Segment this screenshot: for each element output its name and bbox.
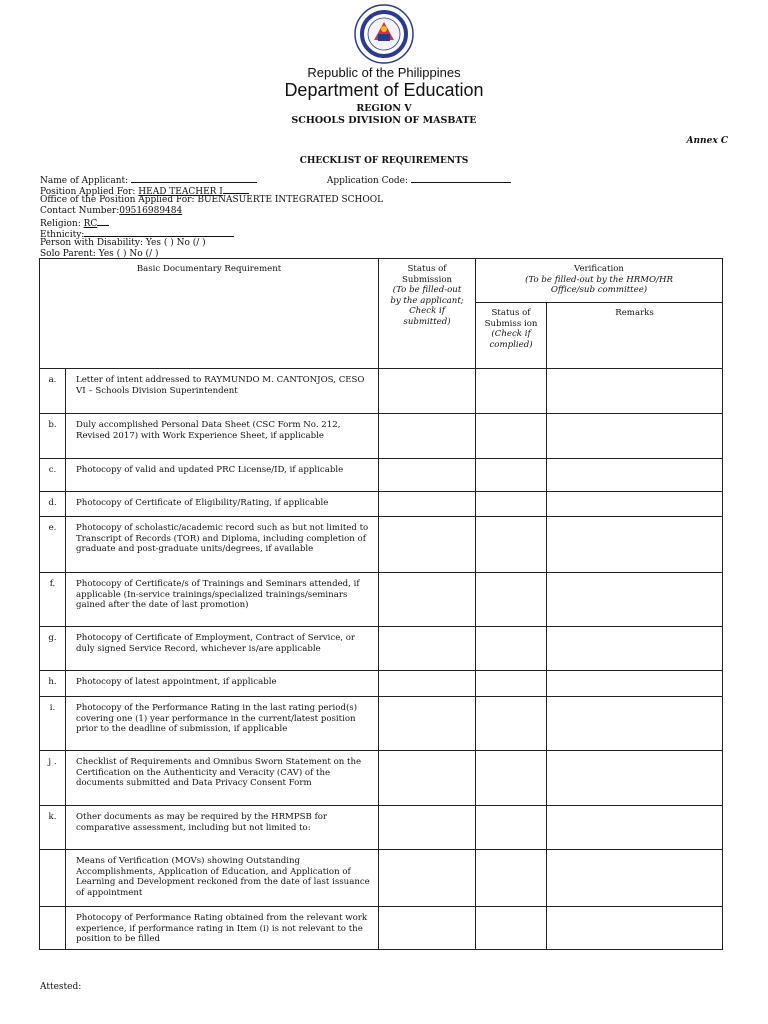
- status-cell[interactable]: [379, 369, 476, 414]
- document-title: CHECKLIST OF REQUIREMENTS: [299, 156, 469, 166]
- name-blank[interactable]: [131, 174, 257, 183]
- position-value: HEAD TEACHER I: [138, 186, 223, 197]
- table-row: [40, 517, 723, 573]
- table-row: [40, 907, 723, 950]
- region-name: REGION V: [356, 103, 412, 114]
- table-row: [40, 697, 723, 751]
- table-row: [40, 671, 723, 697]
- header-remarks: Remarks: [547, 303, 723, 369]
- status-cell[interactable]: [379, 671, 476, 697]
- remarks-cell[interactable]: [547, 627, 723, 671]
- verification-status-cell[interactable]: [476, 492, 547, 517]
- verification-status-cell[interactable]: [476, 369, 547, 414]
- row-letter: f.: [40, 573, 66, 627]
- header-sub-status: [476, 303, 547, 369]
- application-code-blank[interactable]: [411, 174, 511, 183]
- pwd-line: Person with Disability: Yes ( ) No (/ ): [40, 238, 206, 249]
- row-letter: c.: [40, 459, 66, 492]
- remarks-cell[interactable]: [547, 850, 723, 907]
- header-verification-note: (To be filled-out by the HRMO/HR Office/sub committee): [525, 274, 673, 296]
- annex-label: Annex C: [686, 136, 728, 146]
- verification-status-cell[interactable]: [476, 751, 547, 806]
- office-line: [40, 195, 383, 206]
- remarks-cell[interactable]: [547, 806, 723, 850]
- row-letter: b.: [40, 414, 66, 459]
- remarks-cell[interactable]: [547, 751, 723, 806]
- verification-status-cell[interactable]: [476, 459, 547, 492]
- row-letter: d.: [40, 492, 66, 517]
- status-cell[interactable]: [379, 573, 476, 627]
- verification-status-cell[interactable]: [476, 573, 547, 627]
- row-letter: j .: [40, 751, 66, 806]
- religion-label: Religion:: [40, 218, 84, 229]
- table-row: [40, 573, 723, 627]
- remarks-cell[interactable]: [547, 414, 723, 459]
- status-cell[interactable]: [379, 414, 476, 459]
- republic-line: Republic of the Philippines: [307, 65, 461, 80]
- office-label: Office of the Position Applied For:: [40, 195, 198, 206]
- row-requirement: Photocopy of Certificate/s of Trainings and Seminars attended, if applicable (In-service trainings/specialized trainings/seminars gained after the date of last promotion): [66, 573, 379, 627]
- row-requirement: Letter of intent addressed to RAYMUNDO M. CANTONJOS, CESO VI – Schools Division Superintendent: [66, 369, 379, 414]
- status-cell[interactable]: [379, 697, 476, 751]
- header-status-title: Status of Submission: [401, 264, 453, 285]
- table-row: [40, 627, 723, 671]
- status-cell[interactable]: [379, 907, 476, 950]
- deped-seal-icon: [354, 4, 414, 64]
- table-row: [40, 459, 723, 492]
- department-name: Department of Education: [284, 80, 484, 100]
- row-requirement: Photocopy of the Performance Rating in the last rating period(s) covering one (1) year performance in the current/latest position prior to the deadline of submission, if applicable: [66, 697, 379, 751]
- header-verification: [476, 259, 723, 303]
- table-row: [40, 850, 723, 907]
- status-cell[interactable]: [379, 459, 476, 492]
- row-requirement: Photocopy of Certificate of Eligibility/Rating, if applicable: [66, 492, 379, 517]
- row-letter: e.: [40, 517, 66, 573]
- status-cell[interactable]: [379, 517, 476, 573]
- remarks-cell[interactable]: [547, 459, 723, 492]
- remarks-cell[interactable]: [547, 697, 723, 751]
- row-requirement: Photocopy of scholastic/academic record such as but not limited to Transcript of Records (TOR) and Diploma, including completion of graduate and post-graduate units/degrees, if available: [66, 517, 379, 573]
- remarks-cell[interactable]: [547, 517, 723, 573]
- status-cell[interactable]: [379, 627, 476, 671]
- header-sub-status-note: (Check if complied): [489, 329, 533, 350]
- verification-status-cell[interactable]: [476, 671, 547, 697]
- status-cell[interactable]: [379, 751, 476, 806]
- requirements-table: [39, 258, 723, 950]
- remarks-cell[interactable]: [547, 907, 723, 950]
- header-status-note: (To be filled-out by the applicant; Check if submitted): [390, 285, 464, 327]
- verification-status-cell[interactable]: [476, 517, 547, 573]
- contact-label: Contact Number:: [40, 206, 120, 217]
- verification-status-cell[interactable]: [476, 697, 547, 751]
- verification-status-cell[interactable]: [476, 806, 547, 850]
- header-requirement: Basic Documentary Requirement: [40, 259, 379, 369]
- attested-label: Attested:: [40, 982, 82, 992]
- solo-parent-line: Solo Parent: Yes ( ) No (/ ): [40, 248, 159, 259]
- remarks-cell[interactable]: [547, 573, 723, 627]
- remarks-cell[interactable]: [547, 671, 723, 697]
- header-verification-title: Verification: [574, 264, 624, 274]
- header-status-submission: [379, 259, 476, 369]
- row-requirement: Duly accomplished Personal Data Sheet (CSC Form No. 212, Revised 2017) with Work Experience Sheet, if applicable: [66, 414, 379, 459]
- row-letter: g.: [40, 627, 66, 671]
- table-row: [40, 414, 723, 459]
- table-row: [40, 751, 723, 806]
- position-blank: [223, 185, 249, 194]
- ethnicity-blank[interactable]: [84, 228, 234, 237]
- header-sub-status-title: Status of Submiss ion: [484, 308, 538, 329]
- row-letter: a.: [40, 369, 66, 414]
- row-requirement: Means of Verification (MOVs) showing Outstanding Accomplishments, Application of Education, and Application of Learning and Development reckoned from the date of last issuance of appointment: [66, 850, 379, 907]
- name-label: Name of Applicant:: [40, 176, 132, 186]
- row-requirement: Photocopy of Performance Rating obtained from the relevant work experience, if performance rating in Item (i) is not relevant to the position to be filled: [66, 907, 379, 950]
- row-letter: k.: [40, 806, 66, 850]
- office-value: BUENASUERTE INTEGRATED SCHOOL: [197, 195, 384, 206]
- ethnicity-label: Ethnicity:: [40, 229, 85, 240]
- verification-status-cell[interactable]: [476, 907, 547, 950]
- row-requirement: Photocopy of Certificate of Employment, Contract of Service, or duly signed Service Record, whichever is/are applicable: [66, 627, 379, 671]
- row-requirement: Photocopy of latest appointment, if applicable: [66, 671, 379, 697]
- contact-value: 09516989484: [119, 206, 183, 217]
- verification-status-cell[interactable]: [476, 850, 547, 907]
- row-letter: [40, 907, 66, 950]
- status-cell[interactable]: [379, 492, 476, 517]
- verification-status-cell[interactable]: [476, 414, 547, 459]
- row-letter: i.: [40, 697, 66, 751]
- row-letter: h.: [40, 671, 66, 697]
- religion-blank: [97, 217, 109, 226]
- row-requirement: Photocopy of valid and updated PRC License/ID, if applicable: [66, 459, 379, 492]
- status-cell[interactable]: [379, 806, 476, 850]
- table-row: [40, 492, 723, 517]
- position-label: Position Applied For:: [40, 186, 139, 197]
- remarks-cell[interactable]: [547, 369, 723, 414]
- division-name: SCHOOLS DIVISION OF MASBATE: [291, 115, 477, 126]
- status-cell[interactable]: [379, 850, 476, 907]
- application-code-label: Application Code:: [326, 176, 411, 186]
- remarks-cell[interactable]: [547, 492, 723, 517]
- contact-line: [40, 206, 182, 217]
- religion-value: RC: [83, 218, 98, 229]
- row-requirement: Other documents as may be required by the HRMPSB for comparative assessment, including but not limited to:: [66, 806, 379, 850]
- table-row: [40, 806, 723, 850]
- table-row: [40, 369, 723, 414]
- row-letter: [40, 850, 66, 907]
- verification-status-cell[interactable]: [476, 627, 547, 671]
- row-requirement: Checklist of Requirements and Omnibus Sworn Statement on the Certification on the Authenticity and Veracity (CAV) of the documents submitted and Data Privacy Consent Form: [66, 751, 379, 806]
